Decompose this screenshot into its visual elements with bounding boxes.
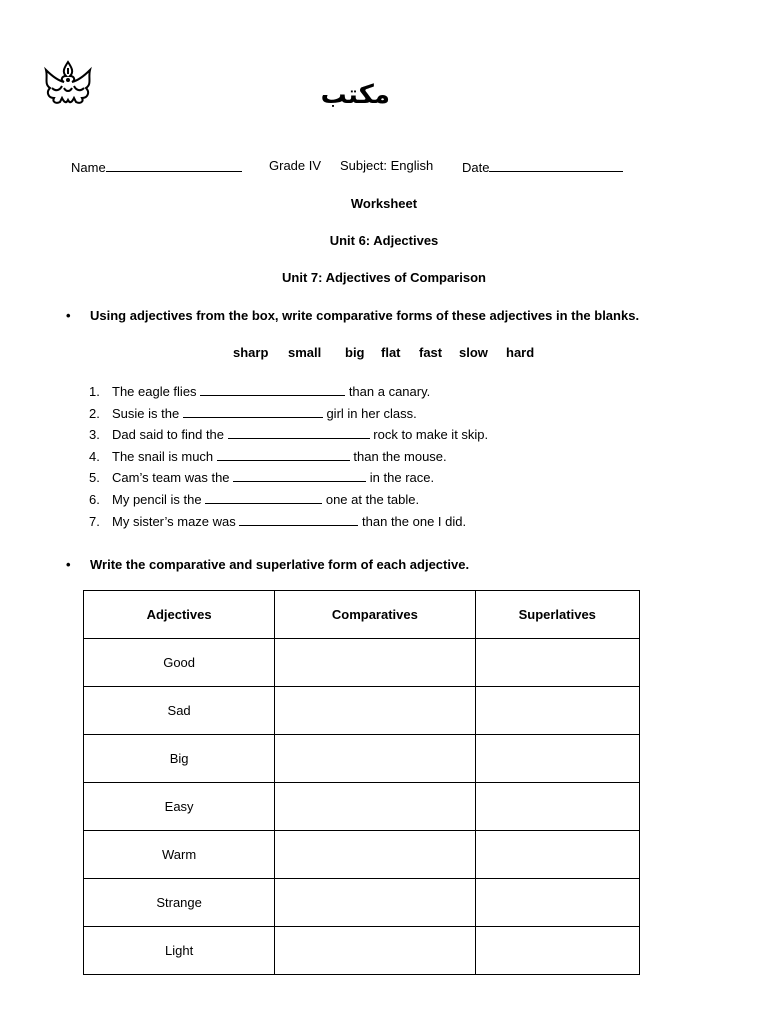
sentence-end: one at the table. [325,491,420,507]
item-number: 5. [89,470,100,486]
date-label: Date [462,160,490,175]
table-row [84,783,640,831]
name-label: Name [71,160,106,175]
list-item [89,447,488,469]
adjective-cell: Light [84,927,275,975]
sentence-start: The eagle flies [112,384,197,399]
date-field[interactable] [462,158,623,175]
answer-blank[interactable] [233,468,366,482]
word-bank [0,345,768,363]
comparative-answer-cell[interactable] [275,927,475,975]
list-item [89,382,488,404]
table-header-row [84,591,640,639]
word-bank-item: small [288,345,322,360]
item-number: 3. [89,427,100,443]
sentence-end: rock to make it skip. [373,427,489,443]
list-item [89,468,488,490]
adjective-cell: Big [84,735,275,783]
worksheet-title: Worksheet [350,196,418,211]
sentence-list [89,382,488,533]
adjectives-table [83,590,640,975]
sentence-end: than the one I did. [362,513,467,529]
bullet: • [66,308,71,323]
item-number: 2. [89,405,100,421]
comparative-answer-cell[interactable] [275,879,475,927]
table-row [84,687,640,735]
word-bank-item: sharp [233,345,269,360]
sentence-end: than the mouse. [353,448,447,464]
answer-blank[interactable] [183,404,323,418]
date-blank[interactable] [489,158,623,172]
superlative-answer-cell[interactable] [475,831,639,879]
word-bank-item: hard [506,345,535,360]
student-info-row [71,158,671,178]
adjective-cell: Warm [84,831,275,879]
table-row [84,735,640,783]
instruction-text: Using adjectives from the box, write comparative forms of these adjectives in the blanks. [90,308,640,323]
instruction-text: Write the comparative and superlative form of each adjective. [90,557,470,572]
list-item [89,512,488,534]
column-header-adjectives: Adjectives [84,591,275,639]
superlative-answer-cell[interactable] [475,783,639,831]
name-field[interactable] [71,158,242,175]
comparative-answer-cell[interactable] [275,687,475,735]
item-number: 7. [89,513,100,529]
sentence-end: girl in her class. [326,405,417,421]
superlative-answer-cell[interactable] [475,735,639,783]
subject-label: Subject: English [340,158,434,173]
table-row [84,927,640,975]
word-bank-item: flat [381,345,401,360]
sentence-end: in the race. [369,470,435,486]
item-number: 1. [89,384,100,399]
instruction-comparative-blanks [66,308,639,323]
sentence-start: Susie is the [112,405,180,421]
word-bank-item: big [345,345,365,360]
brand-title: مکتب [320,80,390,110]
table-row [84,639,640,687]
table-row [84,879,640,927]
adjective-cell: Easy [84,783,275,831]
superlative-answer-cell[interactable] [475,927,639,975]
grade-label: Grade IV [269,158,322,173]
superlative-answer-cell[interactable] [475,879,639,927]
sentence-start: Cam’s team was the [112,470,230,486]
answer-blank[interactable] [200,382,345,396]
unit6-title: Unit 6: Adjectives [329,233,439,248]
comparative-answer-cell[interactable] [275,639,475,687]
list-item [89,425,488,447]
answer-blank[interactable] [217,447,350,461]
sentence-start: The snail is much [112,448,214,464]
answer-blank[interactable] [228,425,370,439]
answer-blank[interactable] [239,512,358,526]
superlative-answer-cell[interactable] [475,639,639,687]
comparative-answer-cell[interactable] [275,783,475,831]
adjective-cell: Sad [84,687,275,735]
unit7-title: Unit 7: Adjectives of Comparison [282,270,486,285]
calligraphy-emblem-icon [42,58,94,108]
sentence-start: My sister’s maze was [112,513,236,529]
table-row [84,831,640,879]
sentence-start: My pencil is the [112,491,202,507]
sentence-start: Dad said to find the [112,427,225,443]
superlative-answer-cell[interactable] [475,687,639,735]
word-bank-item: fast [419,345,443,360]
adjective-cell: Good [84,639,275,687]
column-header-comparatives: Comparatives [275,591,475,639]
adjective-cell: Strange [84,879,275,927]
bullet: • [66,557,71,572]
word-bank-item: slow [459,345,488,360]
sentence-end: than a canary. [348,384,431,399]
comparative-answer-cell[interactable] [275,735,475,783]
list-item [89,490,488,512]
column-header-superlatives: Superlatives [475,591,639,639]
item-number: 4. [89,448,100,464]
answer-blank[interactable] [205,490,322,504]
name-blank[interactable] [106,158,242,172]
item-number: 6. [89,491,100,507]
list-item [89,404,488,426]
comparative-answer-cell[interactable] [275,831,475,879]
instruction-comparative-superlative [66,557,469,572]
